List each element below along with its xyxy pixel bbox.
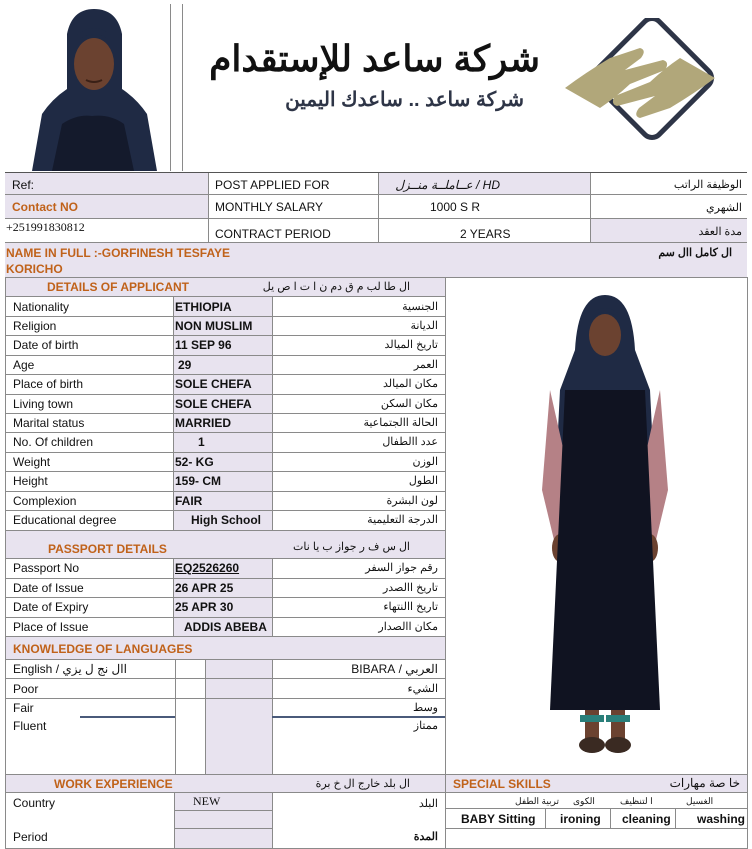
row-value: EQ2526260: [175, 561, 240, 575]
level-ar: وسط: [413, 702, 438, 714]
english-label: English / اال نج ل يزي: [13, 662, 127, 676]
row-value: 1: [198, 435, 205, 449]
ref-label: Ref:: [12, 178, 35, 192]
row-label: Weight: [13, 455, 51, 469]
row-label: Place of Issue: [13, 620, 89, 634]
experience-title: WORK EXPERIENCE: [54, 777, 173, 791]
salary-label: MONTHLY SALARY: [215, 200, 324, 214]
row-label: Nationality: [13, 300, 70, 314]
country-label: Country: [13, 796, 56, 810]
row-value: MARRIED: [175, 416, 231, 430]
row-label-ar: تاريخ االنتهاء: [383, 601, 438, 613]
row-label: Date of birth: [13, 338, 79, 352]
skill-en: cleaning: [622, 812, 671, 826]
skills-title-ar: خا صة مهارات: [669, 776, 740, 790]
skill-en: ironing: [560, 812, 601, 826]
skills-title: SPECIAL SKILLS: [453, 777, 551, 791]
skill-ar: تربية الطفل: [515, 796, 560, 806]
row-label-ar: الديانة: [410, 320, 438, 332]
row-label-ar: تاريخ الميالد: [384, 339, 438, 351]
country-label-ar: البلد: [418, 798, 438, 810]
full-name-label-ar: ال كامل اال سم: [658, 247, 732, 259]
level-ar: الشيء: [407, 683, 438, 695]
level-en: Poor: [13, 682, 39, 696]
row-value: 11 SEP 96: [175, 338, 232, 352]
row-label: Marital status: [13, 416, 85, 430]
row-label: Passport No: [13, 561, 80, 575]
row-label-ar: الطول: [408, 475, 438, 487]
full-name-line2: KORICHO: [6, 262, 63, 276]
row-value: ETHIOPIA: [175, 300, 232, 314]
company-slogan: شركة ساعد .. ساعدك اليمين: [285, 89, 524, 111]
contact-label: Contact NO: [12, 200, 78, 214]
period-label: Period: [13, 830, 48, 844]
country-value: NEW: [193, 794, 221, 808]
skill-en: BABY Sitting: [461, 812, 536, 826]
hands-logo: [555, 18, 725, 163]
row-label-ar: العمر: [413, 359, 438, 371]
full-body-photo: [520, 290, 690, 760]
row-label: Living town: [13, 397, 74, 411]
post-label: POST APPLIED FOR: [215, 178, 330, 192]
row-label: Age: [13, 358, 35, 372]
skill-ar: الغسيل: [686, 796, 714, 806]
row-label: Date of Issue: [13, 581, 84, 595]
row-value: NON MUSLIM: [175, 319, 253, 333]
skill-en: washing: [697, 812, 746, 826]
contract-label-ar: مدة العقد: [698, 226, 742, 238]
row-label-ar: الدرجة التعليمية: [367, 514, 438, 526]
row-label-ar: مكان السكن: [380, 398, 438, 410]
row-label-ar: عدد االطفال: [382, 436, 438, 448]
row-label: Height: [13, 474, 48, 488]
contact-value: +251991830812: [6, 220, 85, 234]
arabic-label: العربي / BIBARA: [351, 662, 438, 676]
portrait-photo: [22, 4, 162, 171]
company-name: شركة ساعد للإستقدام: [209, 38, 540, 79]
applicant-title-ar: ال طا لب م ق دم ن ا ت ا ص يل: [262, 281, 410, 293]
passport-title: PASSPORT DETAILS: [48, 542, 167, 556]
row-value: 25 APR 30: [175, 600, 234, 614]
experience-title-ar: ال بلد خارج ال خ برة: [315, 778, 410, 790]
post-value: HD / عــاملــة منــزل: [395, 178, 500, 192]
row-label: Educational degree: [13, 513, 117, 527]
passport-title-ar: ال س ف ر جواز ب يا نات: [293, 541, 410, 553]
contract-label: CONTRACT PERIOD: [215, 227, 331, 241]
contract-value: 2 YEARS: [460, 227, 511, 241]
row-value: SOLE CHEFA: [175, 377, 252, 391]
level-en: Fluent: [13, 719, 47, 733]
applicant-title: DETAILS OF APPLICANT: [47, 280, 189, 294]
row-label-ar: الحالة االجتماعية: [363, 417, 438, 429]
row-label-ar: الجنسية: [402, 301, 438, 313]
row-label: Date of Expiry: [13, 600, 89, 614]
row-value: 159- CM: [175, 474, 222, 488]
row-value: SOLE CHEFA: [175, 397, 252, 411]
row-label: Religion: [13, 319, 57, 333]
row-label: No. Of children: [13, 435, 94, 449]
languages-title: KNOWLEDGE OF LANGUAGES: [13, 642, 193, 656]
post-label-ar: الوظيفة الراتب: [673, 179, 742, 191]
skill-ar: ا لتنظيف: [620, 796, 653, 806]
period-label-ar: المدة: [413, 831, 438, 843]
skill-ar: الكوى: [573, 796, 595, 806]
level-en: Fair: [13, 701, 34, 715]
level-ar: ممتاز: [413, 720, 438, 732]
row-value: FAIR: [175, 494, 203, 508]
row-value: 26 APR 25: [175, 581, 234, 595]
row-value: ADDIS ABEBA: [184, 620, 267, 634]
salary-label-ar: الشهري: [706, 202, 742, 214]
row-label: Complexion: [13, 494, 77, 508]
row-label-ar: تاريخ االصدر: [382, 582, 438, 594]
row-value: 52- KG: [175, 455, 214, 469]
salary-value: 1000 S R: [430, 200, 481, 214]
full-name-line1: NAME IN FULL :-GORFINESH TESFAYE: [6, 246, 231, 260]
row-label-ar: مكان االصدار: [378, 621, 438, 633]
row-value: High School: [191, 513, 261, 527]
row-label-ar: لون البشرة: [386, 495, 438, 507]
row-label-ar: مكان الميالد: [382, 378, 438, 390]
row-label-ar: الوزن: [412, 456, 438, 468]
row-value: 29: [178, 358, 192, 372]
row-label-ar: رقم جواز السفر: [365, 562, 438, 574]
row-label: Place of birth: [13, 377, 84, 391]
